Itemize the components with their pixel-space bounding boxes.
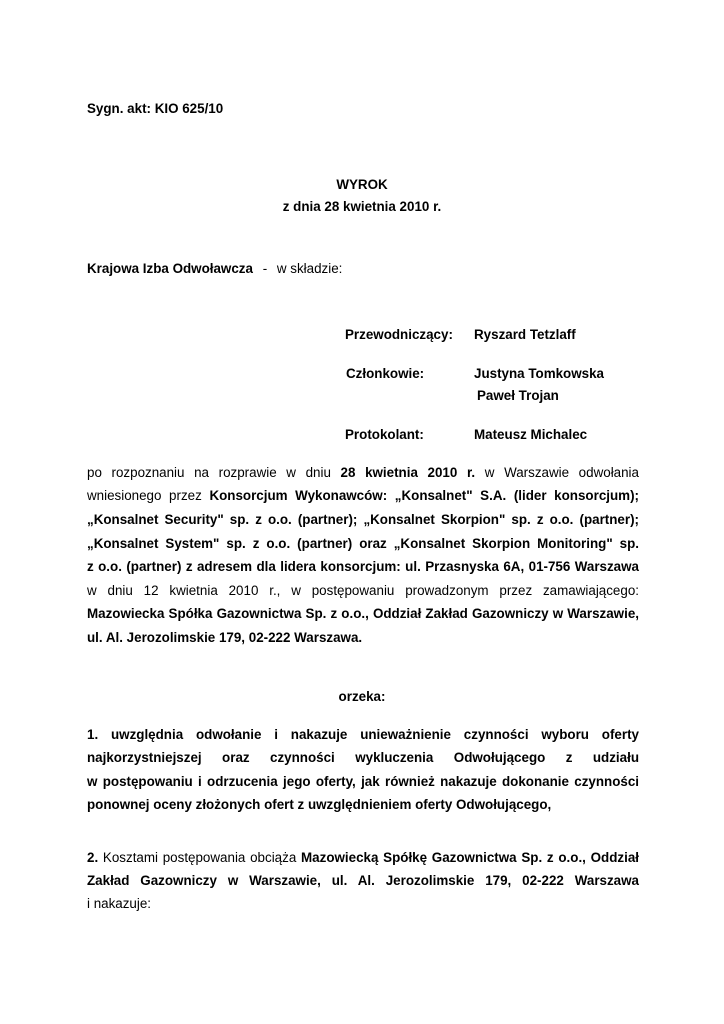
chamber-dash: - bbox=[262, 261, 268, 276]
intro-line-2: wniesionego przez Konsorcjum Wykonawców: „Konsalnet" S.A. (lider konsorcjum); bbox=[87, 488, 639, 503]
intro-line-3: „Konsalnet Security" sp. z o.o. (partner); „Konsalnet Skorpion" sp. z o.o. (partner); bbox=[87, 512, 639, 527]
document-title: WYROK bbox=[336, 177, 388, 192]
point-2-line-3: i nakazuje: bbox=[87, 896, 152, 911]
judgment-date: z dnia 28 kwietnia 2010 r. bbox=[282, 199, 442, 214]
members-label: Członkowie: bbox=[346, 366, 425, 381]
point-1-line-3: w postępowaniu i odrzucenia jego oferty, jak również nakazuje dokonanie czynności bbox=[87, 774, 639, 789]
intro-line-1: po rozpoznaniu na rozprawie w dniu 28 kwietnia 2010 r. w Warszawie odwołania bbox=[87, 465, 639, 480]
clerk-name: Mateusz Michalec bbox=[474, 427, 588, 442]
clerk-label: Protokolant: bbox=[345, 427, 424, 442]
intro-line-8: ul. Al. Jerozolimskie 179, 02-222 Warszawa. bbox=[87, 630, 363, 645]
point-1-line-1: 1. uwzględnia odwołanie i nakazuje unieważnienie czynności wyboru oferty bbox=[87, 727, 639, 742]
ruling-heading: orzeka: bbox=[338, 689, 386, 704]
chamber-composition: w składzie: bbox=[276, 261, 343, 276]
point-1-line-2: najkorzystniejszej oraz czynności wykluczenia Odwołującego z udziału bbox=[87, 750, 639, 765]
chair-label: Przewodniczący: bbox=[345, 327, 453, 342]
point-2-line-2: Zakład Gazowniczy w Warszawie, ul. Al. Jerozolimskie 179, 02-222 Warszawa bbox=[87, 873, 639, 888]
point-2-line-1: 2. Kosztami postępowania obciąża Mazowiecką Spółkę Gazownictwa Sp. z o.o., Oddział bbox=[87, 850, 639, 865]
chamber-line bbox=[87, 261, 342, 276]
intro-line-6: w dniu 12 kwietnia 2010 r., w postępowaniu prowadzonym przez zamawiającego: bbox=[87, 583, 639, 598]
point-1-line-4: ponownej oceny złożonych ofert z uwzględnieniem oferty Odwołującego, bbox=[87, 797, 552, 812]
case-signature: Sygn. akt: KIO 625/10 bbox=[87, 101, 224, 116]
chair-name: Ryszard Tetzlaff bbox=[474, 327, 576, 342]
chamber-name: Krajowa Izba Odwoławcza bbox=[87, 261, 253, 276]
member-2: Paweł Trojan bbox=[477, 388, 559, 403]
intro-line-4: „Konsalnet System" sp. z o.o. (partner) oraz „Konsalnet Skorpion Monitoring" sp. bbox=[87, 536, 639, 551]
intro-line-5: z o.o. (partner) z adresem dla lidera konsorcjum: ul. Przasnyska 6A, 01-756 Warszawa bbox=[87, 559, 639, 574]
intro-line-7: Mazowiecka Spółka Gazownictwa Sp. z o.o., Oddział Zakład Gazowniczy w Warszawie, bbox=[87, 606, 639, 621]
member-1: Justyna Tomkowska bbox=[474, 366, 604, 381]
